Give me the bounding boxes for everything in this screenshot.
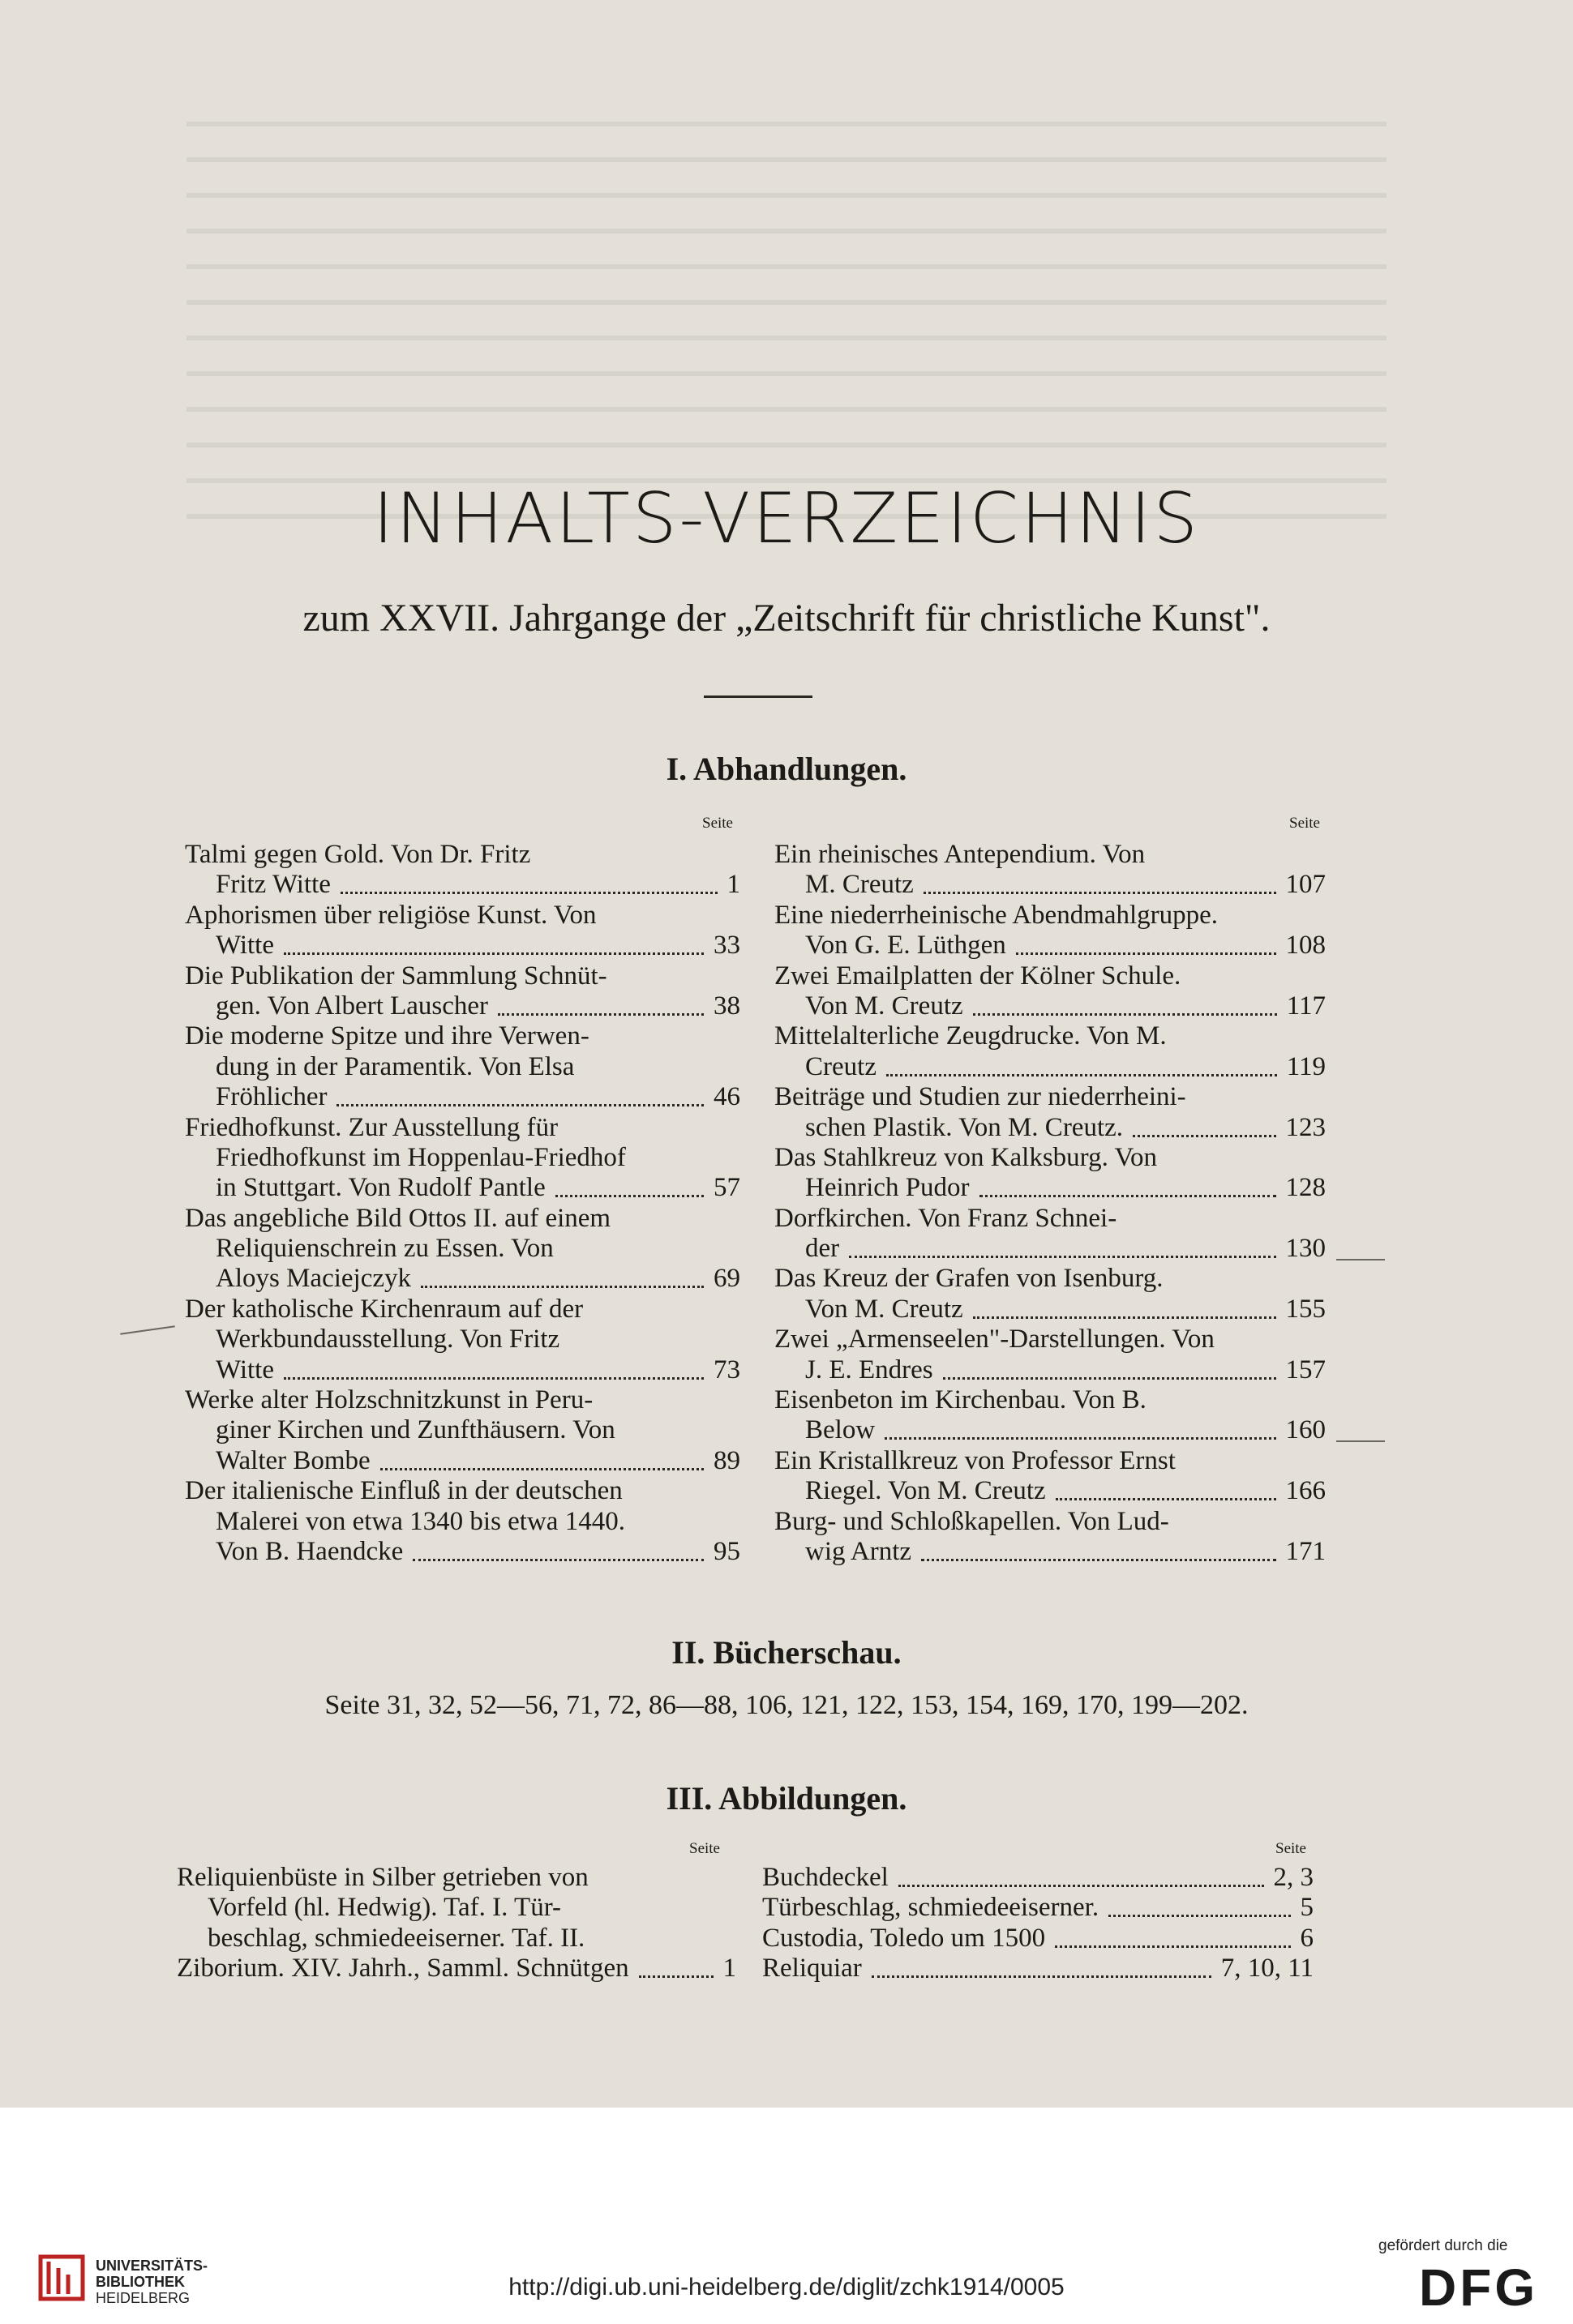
toc-entry-page: 1 (726, 870, 740, 900)
toc-entry-line (774, 1385, 1326, 1415)
dot-leader (1056, 1476, 1276, 1500)
margin-mark (1336, 1440, 1385, 1442)
toc-entry-text: Custodia, Toledo um 1500 (762, 1923, 1046, 1953)
toc-entry-line (774, 1446, 1326, 1476)
toc-entry-line (185, 1264, 740, 1294)
toc-entry-line (185, 1507, 740, 1537)
dot-leader (973, 991, 1277, 1016)
toc-entry-line (185, 1082, 740, 1112)
toc-entry-text: Das Stahlkreuz von Kalksburg. Von (774, 1142, 1158, 1172)
section-heading-abhandlungen: I. Abhandlungen. (666, 751, 907, 787)
toc-entry-line (774, 991, 1326, 1021)
dot-leader (886, 1052, 1277, 1076)
margin-mark (120, 1325, 175, 1334)
toc-entry-text: Burg- und Schloßkapellen. Von Lud- (774, 1506, 1169, 1536)
toc-entry-line (185, 1143, 740, 1173)
toc-entry-text: Zwei Emailplatten der Kölner Schule. (774, 961, 1181, 991)
dot-leader (413, 1537, 704, 1561)
toc-entry-line (185, 870, 740, 900)
library-name: UNIVERSITÄTS- BIBLIOTHEK HEIDELBERG (96, 2258, 208, 2306)
toc-entry-line (185, 1446, 740, 1476)
toc-entry-page: 6 (1300, 1923, 1314, 1953)
page-title: INHALTS-VERZEICHNIS (373, 478, 1200, 559)
toc-entry-page: 1 (722, 1954, 736, 1984)
page-url-link[interactable]: http://digi.ub.uni-heidelberg.de/diglit/zchk1914/0005 (508, 2274, 1065, 2300)
toc-entry-text: M. Creutz (805, 870, 914, 900)
seite-label-right: Seite (1289, 815, 1320, 832)
toc-entry-page: 2, 3 (1273, 1863, 1314, 1892)
toc-entry-text: Fritz Witte (216, 870, 331, 900)
toc-entry-text: Beiträge und Studien zur niederrheini- (774, 1082, 1186, 1112)
toc-entry-page: 7, 10, 11 (1220, 1954, 1314, 1984)
dot-leader (1133, 1113, 1275, 1137)
dot-leader (979, 1173, 1276, 1197)
dot-leader (336, 1082, 704, 1106)
toc-entry-line (774, 870, 1326, 900)
dot-leader (921, 1537, 1275, 1561)
toc-entry-page: 38 (714, 991, 740, 1021)
dot-leader (1108, 1893, 1290, 1917)
toc-entry-page: 5 (1300, 1893, 1314, 1923)
toc-entry-page: 128 (1285, 1173, 1326, 1203)
toc-entry-text: Mittelalterliche Zeugdrucke. Von M. (774, 1021, 1167, 1051)
toc-entry-line (177, 1893, 736, 1923)
dot-leader (341, 870, 718, 894)
dot-leader (380, 1446, 704, 1470)
section-heading-buecherschau: II. Bücherschau. (671, 1634, 902, 1671)
toc-entry-line (185, 1204, 740, 1234)
toc-entry-text: Ziborium. XIV. Jahrh., Samml. Schnütgen (177, 1954, 629, 1984)
toc-entry-line (185, 1385, 740, 1415)
toc-entry-line (774, 1234, 1326, 1264)
toc-entry-line (774, 961, 1326, 991)
toc-entry-page: 157 (1285, 1355, 1326, 1385)
toc-entry-text: Heinrich Pudor (805, 1173, 970, 1203)
page-subtitle: zum XXVII. Jahrgange der „Zeitschrift für christliche Kunst". (302, 597, 1271, 640)
toc-entry-page: 46 (714, 1082, 740, 1112)
toc-entry-text: Talmi gegen Gold. Von Dr. Fritz (185, 840, 531, 869)
toc-entry-line (774, 1173, 1326, 1203)
toc-entry-text: Der italienische Einfluß in der deutschen (185, 1476, 623, 1506)
toc-entry-text: Below (805, 1415, 876, 1445)
toc-entry-text: Buchdeckel (762, 1863, 889, 1892)
dot-leader (498, 991, 704, 1016)
toc-entry-text: Die Publikation der Sammlung Schnüt- (185, 961, 607, 991)
toc-entry-line (185, 1021, 740, 1051)
toc-entry-page: 155 (1285, 1294, 1326, 1324)
toc-entry-line (774, 1537, 1326, 1567)
toc-entry-text: Dorfkirchen. Von Franz Schnei- (774, 1203, 1117, 1233)
dfg-logo: DFG (1419, 2258, 1539, 2317)
toc-entry-line (774, 1507, 1326, 1537)
toc-entry-line (185, 1234, 740, 1264)
toc-entry-line (774, 931, 1326, 961)
dot-leader (898, 1863, 1264, 1887)
footer-bar (0, 2108, 1573, 2324)
toc-entry-page: 95 (714, 1536, 740, 1566)
toc-entry-text: giner Kirchen und Zunfthäusern. Von (216, 1415, 615, 1445)
toc-entry-text: Werke alter Holzschnitzkunst in Peru- (185, 1385, 594, 1415)
toc-entry-line (774, 901, 1326, 931)
buecherschau-pages: Seite 31, 32, 52—56, 71, 72, 86—88, 106, 121, 122, 153, 154, 169, 170, 199—202. (324, 1690, 1249, 1720)
toc-entry-page: 33 (714, 931, 740, 961)
toc-entry-page: 130 (1285, 1234, 1326, 1264)
toc-entry-line (774, 1264, 1326, 1294)
toc-entry-line (185, 1113, 740, 1143)
dot-leader (872, 1954, 1211, 1978)
toc-entry-text: Creutz (805, 1051, 877, 1081)
toc-entry-text: dung in der Paramentik. Von Elsa (216, 1051, 575, 1081)
seite-label-left: Seite (702, 815, 733, 832)
toc-entry-line (774, 1325, 1326, 1355)
dot-leader (1016, 931, 1276, 955)
toc-entry-line (774, 1082, 1326, 1112)
toc-entry-text: Ein rheinisches Antependium. Von (774, 840, 1146, 869)
toc-entry-text: Vorfeld (hl. Hedwig). Taf. I. Tür- (208, 1893, 562, 1923)
margin-mark (1336, 1259, 1385, 1260)
toc-entry-line (762, 1954, 1314, 1984)
toc-entry-text: Die moderne Spitze und ihre Verwen- (185, 1021, 589, 1051)
toc-entry-line (762, 1863, 1314, 1893)
toc-entry-line (774, 1355, 1326, 1385)
toc-entry-line (762, 1924, 1314, 1954)
toc-entry-line (185, 1173, 740, 1203)
seite-label-left: Seite (689, 1840, 720, 1857)
toc-entry-text: Friedhofkunst im Hoppenlau-Friedhof (216, 1142, 626, 1172)
toc-entry-line (774, 1021, 1326, 1051)
toc-entry-text: J. E. Endres (805, 1355, 933, 1385)
funded-by-text: gefördert durch die (1378, 2237, 1508, 2254)
toc-entry-text: Fröhlicher (216, 1082, 328, 1112)
toc-entry-page: 117 (1286, 991, 1326, 1021)
toc-entry-line (185, 961, 740, 991)
toc-entry-text: schen Plastik. Von M. Creutz. (805, 1112, 1124, 1142)
toc-entry-line (177, 1863, 736, 1893)
toc-entry-text: Walter Bombe (216, 1445, 371, 1475)
toc-entry-text: beschlag, schmiedeeiserner. Taf. II. (208, 1923, 585, 1953)
dot-leader (639, 1954, 714, 1978)
toc-entry-page: 89 (714, 1445, 740, 1475)
toc-entry-line (185, 991, 740, 1021)
toc-entry-text: Ein Kristallkreuz von Professor Ernst (774, 1445, 1176, 1475)
toc-entry-text: Aloys Maciejczyk (216, 1264, 412, 1294)
dot-leader (555, 1173, 704, 1197)
toc-entry-text: Von G. E. Lüthgen (805, 931, 1006, 961)
toc-entry-page: 73 (714, 1355, 740, 1385)
toc-entry-text: Riegel. Von M. Creutz (805, 1476, 1046, 1506)
figures-left-column (177, 1863, 736, 1984)
toc-entry-page: 57 (714, 1173, 740, 1203)
dot-leader (284, 1355, 704, 1380)
toc-entry-text: Zwei „Armenseelen"-Darstellungen. Von (774, 1325, 1215, 1355)
toc-entry-line (774, 1415, 1326, 1445)
toc-entry-line (185, 1476, 740, 1506)
toc-entry-line (762, 1893, 1314, 1923)
toc-entry-text: wig Arntz (805, 1536, 912, 1566)
toc-entry-line (185, 1537, 740, 1567)
toc-entry-text: Witte (216, 931, 274, 961)
toc-entry-text: Malerei von etwa 1340 bis etwa 1440. (216, 1506, 625, 1536)
seite-label-right: Seite (1275, 1840, 1306, 1857)
toc-entry-line (774, 1295, 1326, 1325)
toc-entry-text: Eine niederrheinische Abendmahlgruppe. (774, 900, 1219, 930)
toc-entry-text: der (805, 1234, 840, 1264)
figures-right-column (762, 1863, 1314, 1984)
title-rule (704, 695, 812, 698)
toc-entry-page: 69 (714, 1264, 740, 1294)
toc-entry-line (185, 1325, 740, 1355)
toc-entry-page: 119 (1286, 1051, 1326, 1081)
toc-entry-line (774, 1476, 1326, 1506)
toc-entry-line (185, 840, 740, 870)
toc-entry-line (185, 1415, 740, 1445)
toc-entry-text: Reliquiar (762, 1954, 862, 1984)
toc-entry-text: Reliquienschrein zu Essen. Von (216, 1234, 554, 1264)
toc-entry-line (774, 840, 1326, 870)
toc-entry-line (177, 1924, 736, 1954)
toc-entry-text: Von B. Haendcke (216, 1536, 404, 1566)
section-heading-abbildungen: III. Abbildungen. (666, 1780, 907, 1817)
toc-entry-line (177, 1954, 736, 1984)
toc-entry-text: Der katholische Kirchenraum auf der (185, 1294, 584, 1324)
toc-entry-line (774, 1204, 1326, 1234)
toc-entry-text: Werkbundausstellung. Von Fritz (216, 1325, 560, 1355)
toc-entry-text: Von M. Creutz (805, 991, 963, 1021)
toc-entry-line (185, 901, 740, 931)
toc-entry-text: Türbeschlag, schmiedeeiserner. (762, 1893, 1099, 1923)
toc-entry-page: 108 (1285, 931, 1326, 961)
toc-entry-page: 166 (1285, 1476, 1326, 1506)
dot-leader (924, 870, 1276, 894)
dot-leader (849, 1234, 1275, 1258)
dot-leader (973, 1295, 1276, 1319)
toc-entry-page: 160 (1285, 1415, 1326, 1445)
toc-entry-text: Aphorismen über religiöse Kunst. Von (185, 900, 597, 930)
toc-entry-text: Von M. Creutz (805, 1294, 963, 1324)
toc-entry-text: Eisenbeton im Kirchenbau. Von B. (774, 1385, 1147, 1415)
toc-entry-line (185, 1052, 740, 1082)
toc-entry-text: Witte (216, 1355, 274, 1385)
toc-entry-page: 107 (1285, 870, 1326, 900)
toc-entry-page: 123 (1285, 1112, 1326, 1142)
toc-entry-line (774, 1052, 1326, 1082)
toc-entry-text: gen. Von Albert Lauscher (216, 991, 489, 1021)
dot-leader (284, 931, 704, 955)
toc-entry-text: Friedhofkunst. Zur Ausstellung für (185, 1112, 559, 1142)
dot-leader (421, 1264, 704, 1288)
toc-entry-line (774, 1113, 1326, 1143)
toc-entry-text: Reliquienbüste in Silber getrieben von (177, 1863, 589, 1892)
toc-entry-text: Das Kreuz der Grafen von Isenburg. (774, 1264, 1164, 1294)
toc-entry-line (774, 1143, 1326, 1173)
toc-entry-page: 171 (1285, 1536, 1326, 1566)
toc-left-column (185, 840, 740, 1567)
toc-entry-line (185, 931, 740, 961)
dot-leader (885, 1415, 1275, 1440)
toc-entry-text: in Stuttgart. Von Rudolf Pantle (216, 1173, 546, 1203)
dot-leader (943, 1355, 1276, 1380)
toc-entry-text: Das angebliche Bild Ottos II. auf einem (185, 1203, 611, 1233)
toc-right-column (774, 840, 1326, 1567)
toc-entry-line (185, 1355, 740, 1385)
toc-entry-line (185, 1295, 740, 1325)
dot-leader (1055, 1924, 1290, 1948)
